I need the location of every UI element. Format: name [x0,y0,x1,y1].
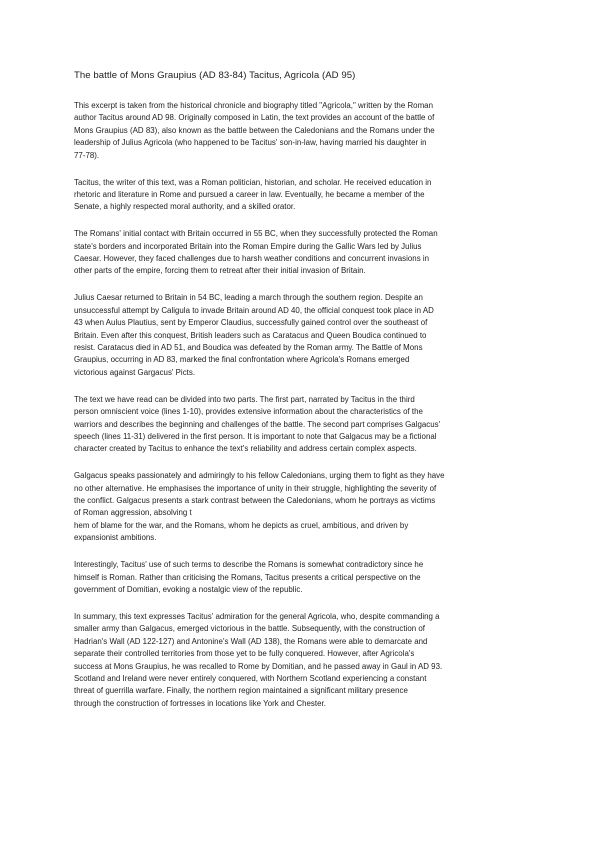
paragraph-line: of Roman aggression, absolving t [74,508,192,518]
paragraph-line: the conflict. Galgacus presents a stark contrast between the Caledonians, whom he portrays as victims [74,496,436,506]
paragraph-line: rhetoric and literature in Rome and pursued a career in law. Eventually, he became a member of the [74,189,425,199]
paragraph-line: Britain. Even after this conquest, British leaders such as Caratacus and Queen Boudica continued to [74,330,427,340]
paragraph-line: leadership of Julius Agricola (who happened to be Tacitus' son-in-law, having married his daughter in [74,138,427,148]
paragraph-line: other parts of the empire, forcing them to retreat after their initial invasion of Britain. [74,266,366,276]
paragraph-line: person omniscient voice (lines 1-10), provides extensive information about the characteristics of the [74,407,423,417]
paragraph-line: Julius Caesar returned to Britain in 54 BC, leading a march through the southern region. Despite an [74,293,423,303]
paragraph-line: Hadrian's Wall (AD 122-127) and Antonine's Wall (AD 138), the Romans were able to demarcate and [74,636,428,646]
paragraph-line: Scotland and Ireland were never entirely conquered, with Northern Scotland experiencing a constant [74,673,427,683]
paragraph-line: The text we have read can be divided into two parts. The first part, narrated by Tacitus in the third [74,394,415,404]
paragraph-line: speech (lines 11-31) delivered in the first person. It is important to note that Galgacus may be a fictional [74,431,437,441]
paragraph-line: state's borders and incorporated Britain into the Roman Empire during the Gallic Wars led by Julius [74,241,422,251]
paragraph-line: This excerpt is taken from the historical chronicle and biography titled "Agricola," written by the Roman [74,101,433,110]
paragraph-line: success at Mons Graupius, he was recalled to Rome by Domitian, and he passed away in Gaul in AD 93. [74,661,443,671]
paragraph-7 [74,559,534,596]
paragraph-1 [74,100,534,162]
paragraph-line: smaller army than Galgacus, emerged victorious in the battle. Subsequently, with the construction of [74,624,425,634]
paragraph-line: no other alternative. He emphasises the importance of unity in their struggle, highlighting the severity of [74,483,437,493]
paragraph-6 [74,470,534,544]
paragraph-line: through the construction of fortresses in locations like York and Chester. [74,698,326,708]
paragraph-line: Tacitus, the writer of this text, was a Roman politician, historian, and scholar. He received education in [74,177,432,187]
paragraph-line: hem of blame for the war, and the Romans, whom he depicts as cruel, ambitious, and driven by [74,520,409,530]
paragraph-line: expansionist ambitions. [74,533,157,543]
paragraph-2 [74,177,534,214]
document-page [74,70,534,725]
paragraph-line: victorious against Gargacus' Picts. [74,367,196,377]
paragraph-line: In summary, this text expresses Tacitus' admiration for the general Agricola, who, despite commanding a [74,611,440,621]
document-title: The battle of Mons Graupius (AD 83-84) Tacitus, Agricola (AD 95) [74,70,356,81]
paragraph-8 [74,611,534,710]
paragraph-4 [74,292,534,379]
paragraph-line: unsuccessful attempt by Caligula to invade Britain around AD 40, the official conquest took place in AD [74,305,434,315]
paragraph-line: separate their controlled territories from those yet to be fully conquered. However, after Agricola's [74,649,415,659]
document-body [74,100,534,710]
paragraph-line: Interestingly, Tacitus' use of such terms to describe the Romans is somewhat contradictory since he [74,560,424,570]
paragraph-line: government of Domitian, evoking a nostalgic view of the republic. [74,585,303,594]
paragraph-5 [74,394,534,456]
paragraph-line: himself is Roman. Rather than criticising the Romans, Tacitus presents a critical perspective on the [74,572,421,582]
paragraph-line: resist. Caratacus died in AD 51, and Boudica was defeated by the Roman army. The Battle of Mons [74,343,423,352]
paragraph-line: threat of guerrilla warfare. Finally, the northern region maintained a significant military presence [74,686,408,696]
paragraph-line: Graupius, occurring in AD 83, marked the final confrontation where Agricola's Romans emerged [74,355,410,365]
paragraph-line: Galgacus speaks passionately and admiringly to his fellow Caledonians, urging them to fight as they have [74,471,445,481]
paragraph-line: Senate, a highly respected moral authority, and a skilled orator. [74,202,296,212]
paragraph-line: 77-78). [74,150,100,160]
paragraph-line: Caesar. However, they faced challenges due to harsh weather conditions and concurrent invasions in [74,254,430,264]
paragraph-line: warriors and describes the beginning and challenges of the battle. The second part comprises Galgacus' [74,419,441,429]
paragraph-line: Mons Graupius (AD 83), also known as the battle between the Caledonians and the Romans under the [74,125,435,135]
paragraph-line: The Romans' initial contact with Britain occurred in 55 BC, when they successfully protected the Roman [74,229,438,239]
paragraph-3 [74,228,534,278]
paragraph-line: 43 when Aulus Plautius, sent by Emperor Claudius, successfully gained control over the southeast of [74,318,428,328]
paragraph-line: author Tacitus around AD 98. Originally composed in Latin, the text provides an account of the battle of [74,113,435,123]
paragraph-line: character created by Tacitus to enhance the text's reliability and address certain complex aspects. [74,444,417,454]
